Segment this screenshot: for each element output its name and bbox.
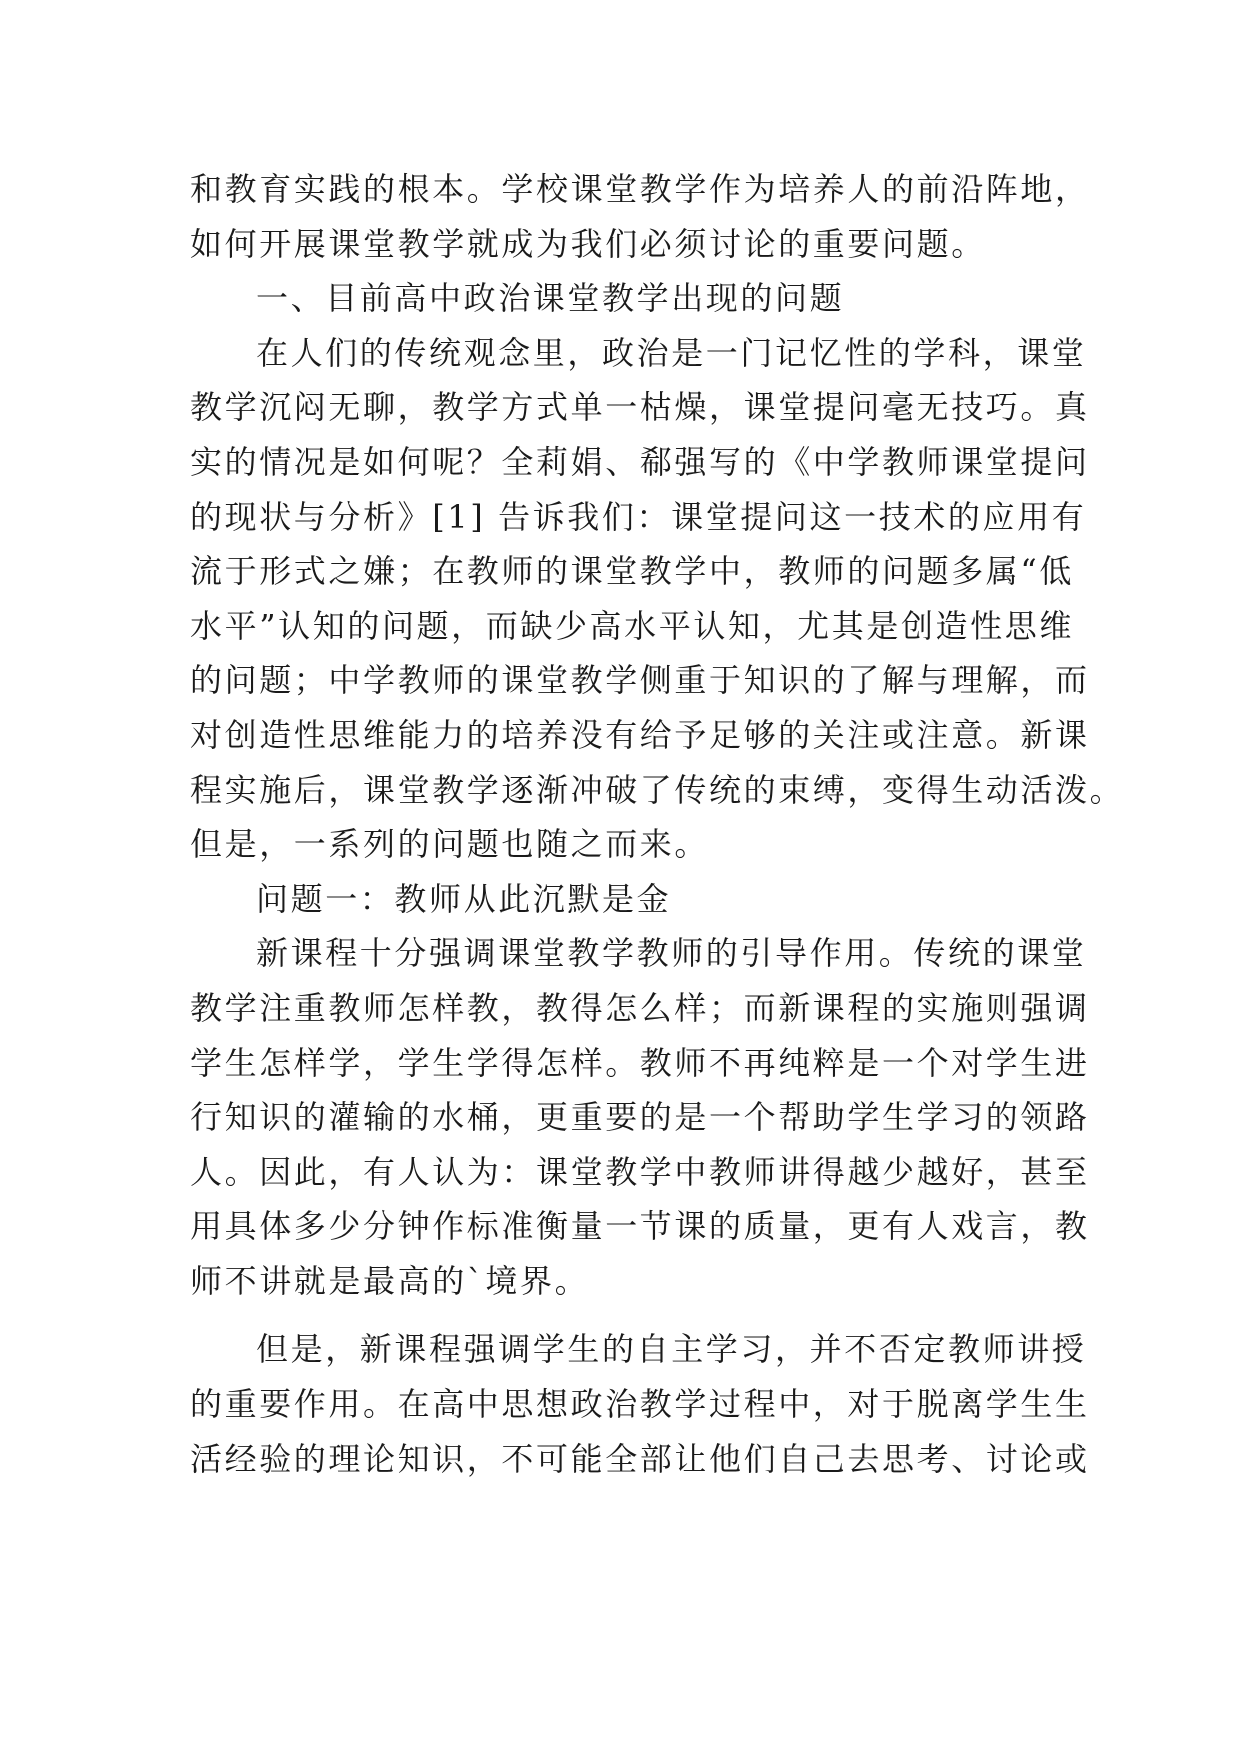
text-line: 但是，一系列的问题也随之而来。 [190, 825, 710, 864]
text-line: 程实施后，课堂教学逐渐冲破了传统的束缚，变得生动活泼。 [190, 770, 1125, 809]
text-line: 如何开展课堂教学就成为我们必须讨论的重要问题。 [190, 224, 986, 263]
text-line: 和教育实践的根本。学校课堂教学作为培养人的前沿阵地， [190, 170, 1090, 208]
document-body [190, 162, 1125, 1486]
text-line: 对创造性思维能力的培养没有给予足够的关注或注意。新课 [190, 715, 1090, 754]
text-line: 活经验的理论知识，不可能全部让他们自己去思考、讨论或 [190, 1439, 1090, 1478]
text-line: 流于形式之嫌；在教师的课堂教学中，教师的问题多属“低 [190, 552, 1074, 591]
text-line: 师不讲就是最高的`境界。 [190, 1261, 590, 1300]
text-line: 人。因此，有人认为：课堂教学中教师讲得越少越好，甚至 [190, 1152, 1090, 1191]
text-line: 学生怎样学，学生学得怎样。教师不再纯粹是一个对学生进 [190, 1043, 1090, 1082]
text-line: 的重要作用。在高中思想政治教学过程中，对于脱离学生生 [190, 1385, 1090, 1424]
text-line: 的现状与分析》[1] 告诉我们：课堂提问这一技术的应用有 [190, 497, 1087, 536]
subsection-heading: 问题一：教师从此沉默是金 [256, 879, 672, 918]
text-line: 教学注重教师怎样教，教得怎么样；而新课程的实施则强调 [190, 988, 1090, 1027]
text-line: 的问题；中学教师的课堂教学侧重于知识的了解与理解，而 [190, 661, 1090, 700]
text-line: 实的情况是如何呢？全莉娟、郗强写的《中学教师课堂提问 [190, 442, 1090, 481]
text-line: 新课程十分强调课堂教学教师的引导作用。传统的课堂 [256, 934, 1087, 973]
text-line: 教学沉闷无聊，教学方式单一枯燥，课堂提问毫无技巧。真 [190, 388, 1090, 427]
section-heading: 一、目前高中政治课堂教学出现的问题 [256, 279, 845, 318]
text-line: 但是，新课程强调学生的自主学习，并不否定教师讲授 [256, 1330, 1087, 1369]
text-line: 水平”认知的问题，而缺少高水平认知，尤其是创造性思维 [190, 606, 1074, 645]
text-line: 用具体多少分钟作标准衡量一节课的质量，更有人戏言，教 [190, 1207, 1090, 1246]
text-line: 在人们的传统观念里，政治是一门记忆性的学科，课堂 [256, 333, 1087, 372]
text-line: 行知识的灌输的水桶，更重要的是一个帮助学生学习的领路 [190, 1098, 1090, 1137]
